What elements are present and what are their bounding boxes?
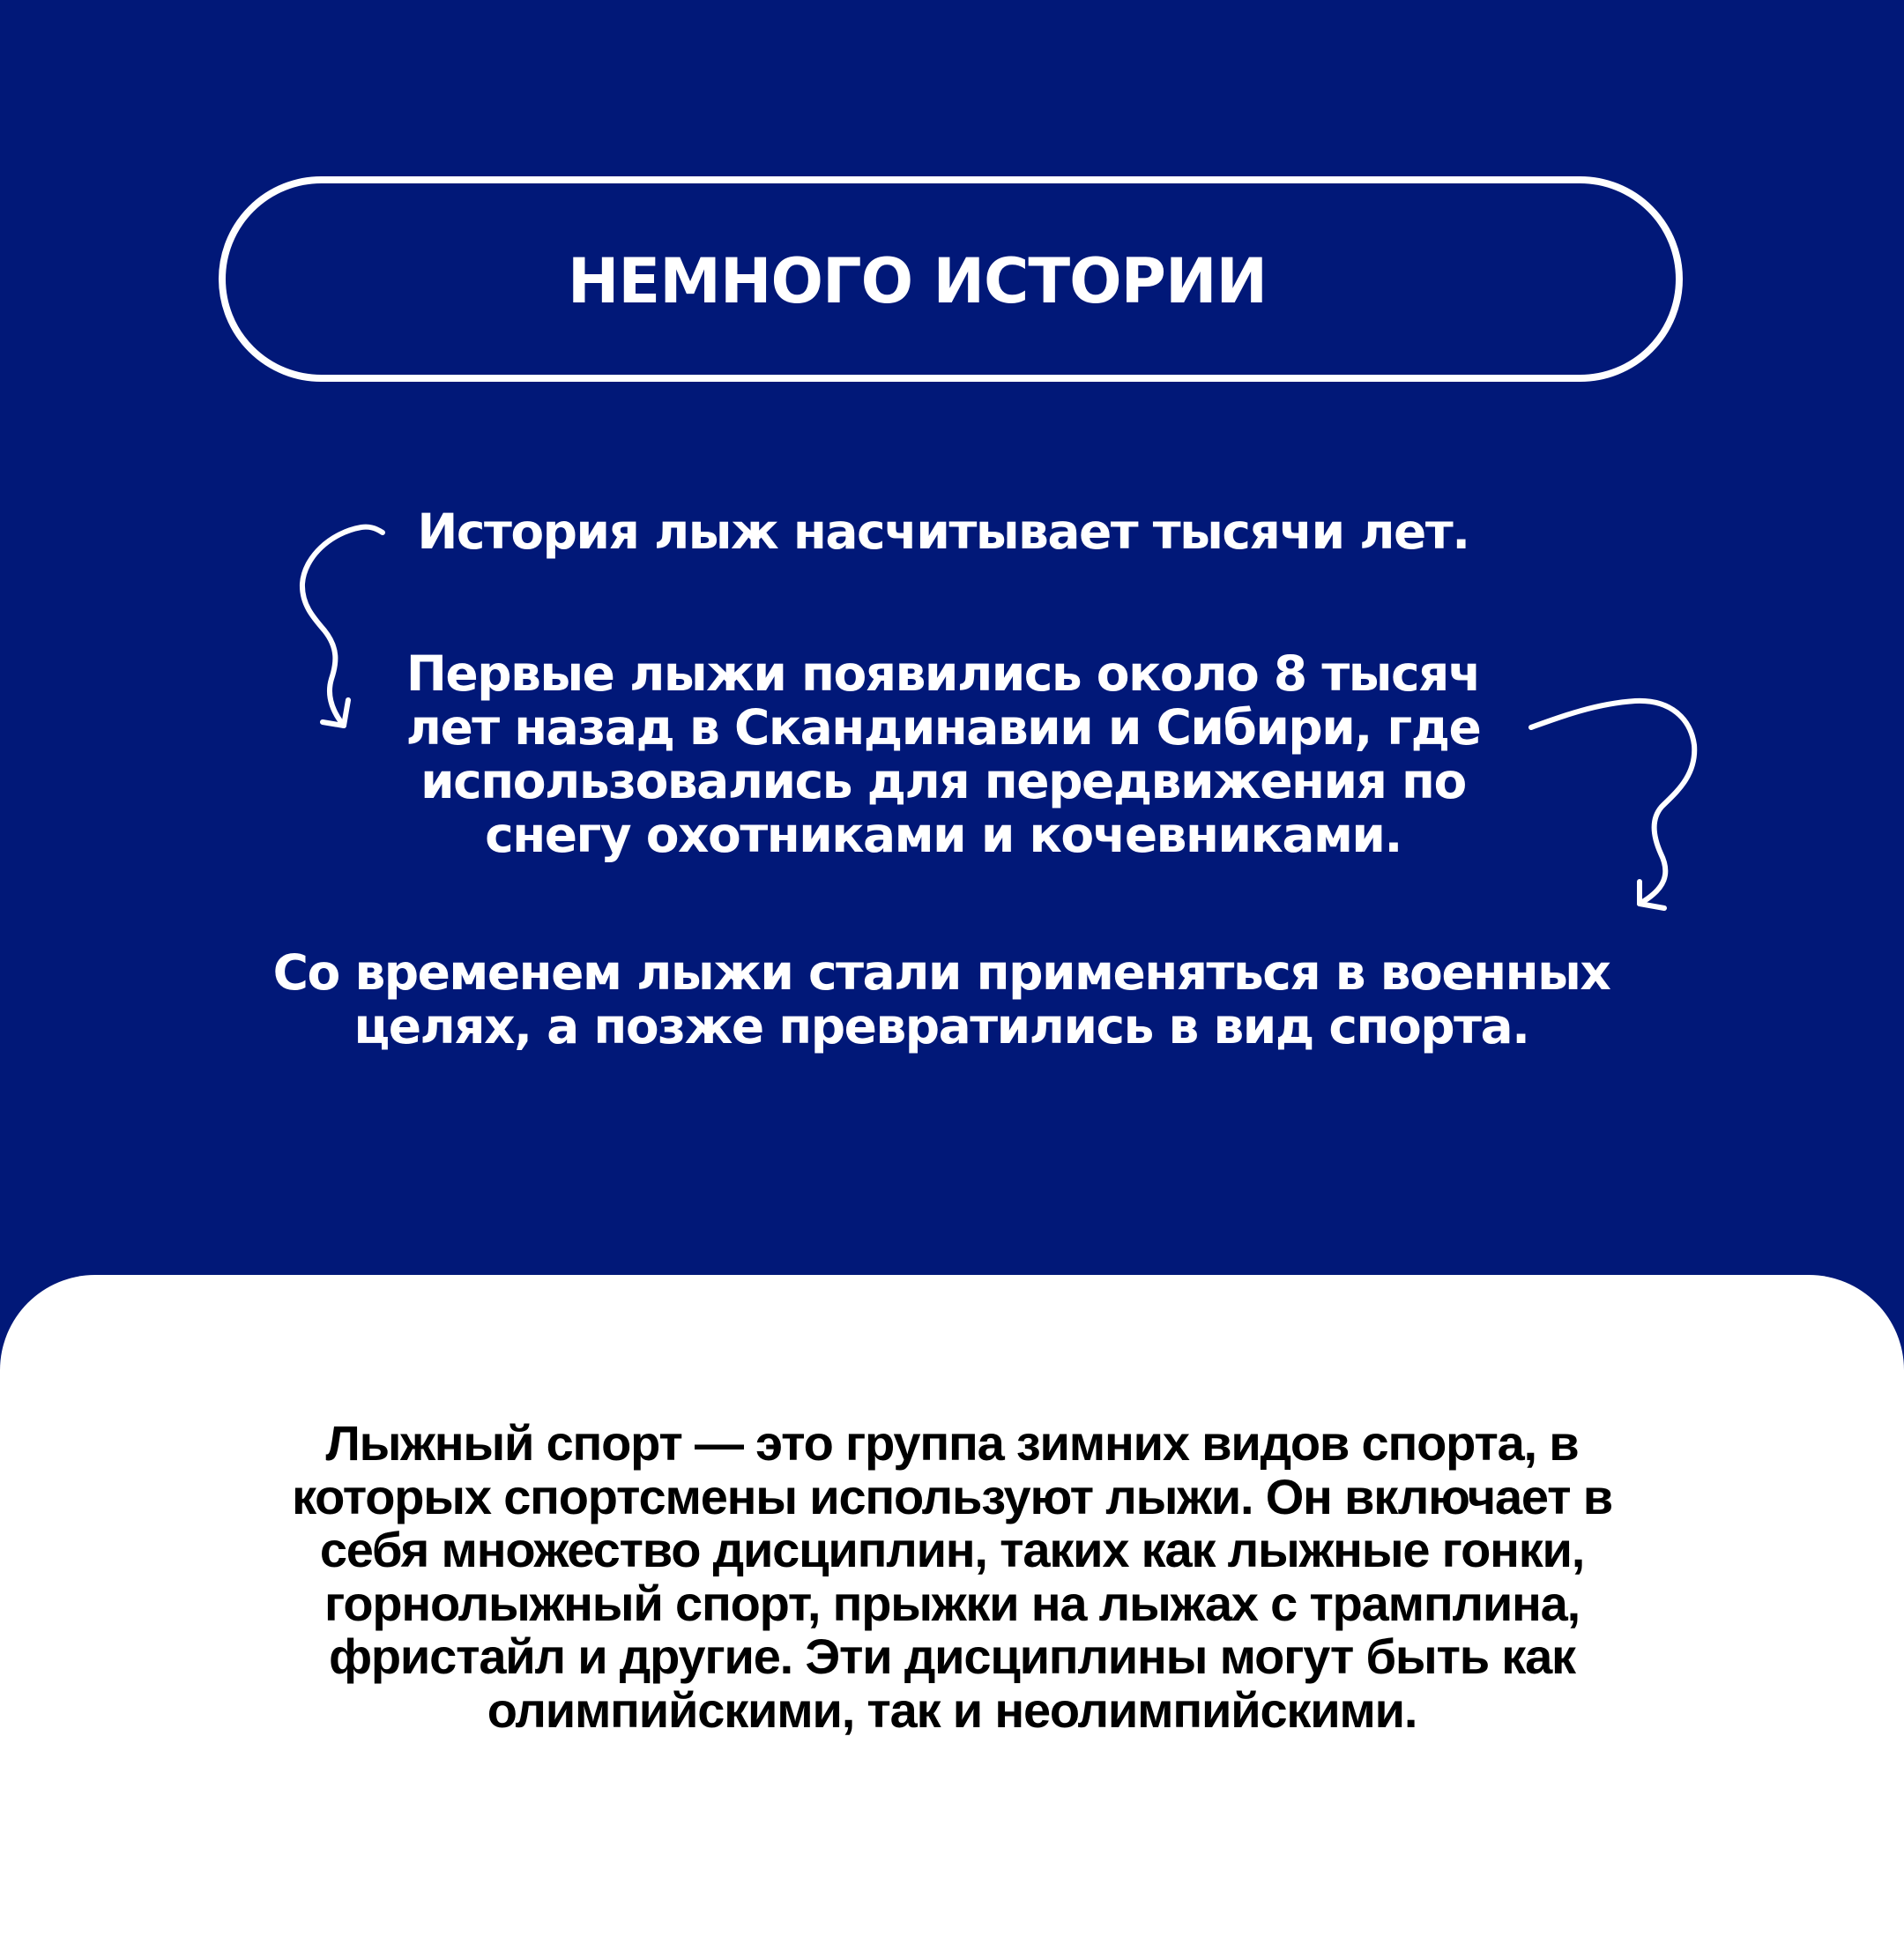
section-title: НЕМНОГО ИСТОРИИ: [567, 244, 1268, 317]
text-line: фристайл и другие. Эти дисциплины могут быть как: [329, 1628, 1575, 1685]
text-line: История лыж насчитывает тысячи лет.: [417, 503, 1469, 560]
text-line: Первые лыжи появились около 8 тысяч: [405, 645, 1481, 702]
text-line: олимпийскими, так и неолимпийскими.: [487, 1681, 1417, 1738]
history-origin-paragraph: [353, 647, 1534, 862]
section-title-pill: [219, 176, 1683, 382]
text-line: целях, а позже превратились в вид спорта.: [353, 998, 1529, 1054]
text-line: Со временем лыжи стали применяться в военных: [272, 944, 1610, 1001]
text-line: лет назад в Скандинавии и Сибири, где: [405, 699, 1481, 756]
text-line: Лыжный спорт — это группа зимних видов спорта, в: [325, 1415, 1579, 1471]
right-curved-arrow-icon: [1531, 701, 1694, 908]
text-line: которых спортсмены используют лыжи. Он включает в: [292, 1468, 1612, 1524]
history-intro-paragraph: [353, 505, 1534, 559]
text-line: себя множество дисциплин, таких как лыжные гонки,: [319, 1522, 1585, 1578]
text-line: снегу охотниками и кочевниками.: [485, 807, 1402, 863]
text-line: горнолыжный спорт, прыжки на лыжах с трамплина,: [324, 1575, 1580, 1631]
history-evolution-paragraph: [176, 946, 1707, 1054]
definition-paragraph: [159, 1417, 1745, 1738]
text-line: использовались для передвижения по: [420, 753, 1466, 809]
